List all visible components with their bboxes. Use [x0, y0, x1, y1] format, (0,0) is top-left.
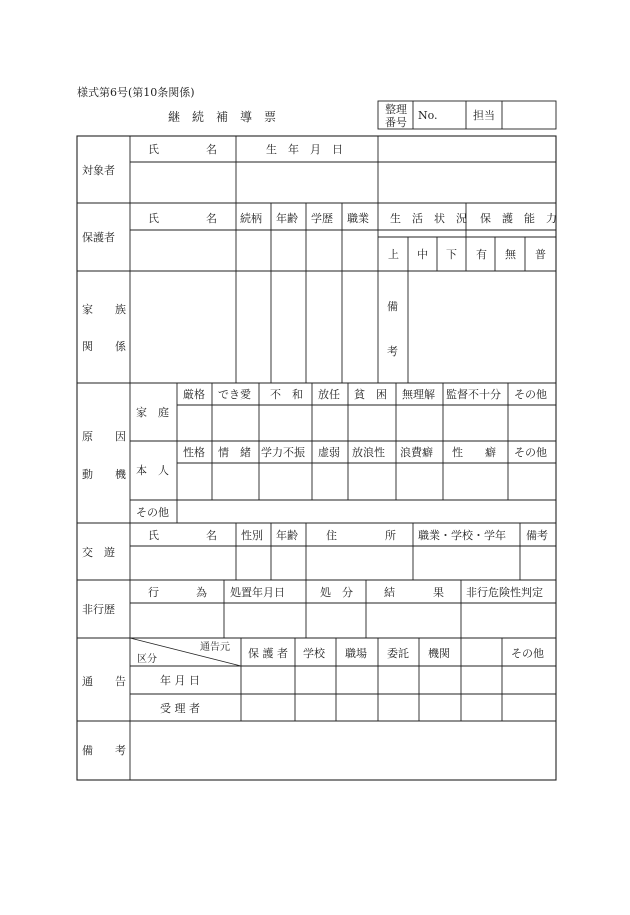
form-title: 継 続 補 導 票	[168, 110, 277, 124]
hikoreki-section	[82, 580, 556, 638]
katei-item-sonota: その他	[514, 388, 547, 401]
taishosha-label: 対象者	[82, 164, 115, 177]
hogosha-name-1: 氏	[148, 212, 159, 225]
form-number: 様式第6号(第10条関係)	[77, 86, 195, 99]
hogosha-gakureki: 学歴	[311, 212, 333, 225]
seiri-bango-box	[378, 101, 556, 129]
kazoku-label-2: 関 係	[82, 340, 126, 353]
koyu-biko: 備考	[526, 529, 548, 542]
katei-item-murikai: 無理解	[402, 388, 435, 401]
taishosha-birth: 生 年 月 日	[266, 143, 343, 156]
honnin-item-horo: 放浪性	[352, 446, 385, 459]
hogosha-shokugyo: 職業	[347, 212, 369, 225]
noryoku-yu[interactable]: 有	[476, 248, 487, 261]
hikoreki-koi-1: 行	[148, 586, 159, 599]
seikatsu-ge[interactable]: 下	[446, 248, 457, 261]
hikoreki-shobun: 処 分	[320, 586, 353, 599]
genin-section	[82, 383, 556, 523]
koyu-label: 交 遊	[82, 546, 115, 559]
kazoku-biko-1: 備	[387, 300, 398, 313]
genin-honnin: 本 人	[136, 464, 169, 477]
genin-label-1: 原 因	[82, 430, 126, 443]
koyu-jusho-1: 住	[326, 529, 337, 542]
taishosha-section	[82, 136, 556, 203]
tsukoku-item-kikan: 機関	[428, 647, 450, 660]
katei-item-hinkon: 貧 困	[354, 388, 387, 401]
kazoku-label-1: 家 族	[82, 303, 126, 316]
hikoreki-kiken: 非行危険性判定	[466, 586, 543, 599]
honnin-item-seiheki: 性 癖	[452, 446, 496, 459]
katei-item-honin: 放任	[318, 388, 340, 401]
honnin-item-sonota: その他	[514, 446, 547, 459]
tsukoku-item-gakko: 学校	[303, 647, 325, 660]
koyu-jusho-2: 所	[385, 529, 396, 542]
tsukoku-label: 通 告	[82, 675, 126, 688]
hogosha-section	[82, 203, 557, 271]
hogosha-seikatsu: 生 活 状 況	[390, 212, 467, 225]
seikatsu-chu[interactable]: 中	[417, 248, 428, 261]
honnin-item-kyojaku: 虚弱	[318, 446, 340, 459]
biko-label: 備 考	[82, 744, 126, 757]
koyu-name-2: 名	[206, 529, 217, 542]
taishosha-name-2: 名	[206, 143, 217, 156]
tanto-field[interactable]	[504, 103, 554, 127]
tsukoku-item-hogosha: 保 護 者	[248, 647, 288, 660]
seikatsu-jo[interactable]: 上	[388, 248, 399, 261]
taishosha-name-field[interactable]	[132, 164, 234, 201]
koyu-name-1: 氏	[148, 529, 159, 542]
noryoku-fu[interactable]: 普	[535, 248, 546, 261]
genin-sonota: その他	[136, 506, 169, 519]
biko-field[interactable]	[132, 723, 554, 778]
honnin-item-gakuryoku: 学力不振	[261, 446, 305, 459]
hogosha-label: 保護者	[82, 231, 115, 244]
tsukoku-tsukokumoto: 通告元	[200, 642, 230, 653]
hikoreki-kekka-1: 結	[384, 586, 395, 599]
taishosha-name-1: 氏	[148, 143, 159, 156]
genin-label-2: 動 機	[82, 468, 126, 481]
hogosha-noryoku: 保 護 能 力	[480, 212, 557, 225]
tsukoku-kubun: 区分	[137, 654, 157, 665]
hikoreki-koi-2: 為	[196, 586, 207, 599]
no-label: No.	[418, 109, 438, 122]
kazoku-biko-2: 考	[387, 345, 398, 358]
tsukoku-item-shokuba: 職場	[345, 647, 367, 660]
koyu-shokugyo: 職業・学校・学年	[418, 529, 506, 542]
taishosha-birth-field[interactable]	[238, 164, 376, 201]
seiri-number-field[interactable]	[438, 103, 464, 127]
honnin-item-jocho: 情 緒	[218, 446, 251, 459]
kazoku-section	[82, 271, 554, 383]
tsukoku-juri: 受 理 者	[160, 702, 200, 715]
honnin-item-seikaku: 性格	[183, 446, 205, 459]
tsukoku-item-sonota: その他	[511, 647, 544, 660]
genin-sonota-field[interactable]	[179, 502, 554, 521]
katei-item-kantoku: 監督不十分	[446, 388, 501, 401]
hikoreki-kekka-2: 果	[433, 586, 444, 599]
tsukoku-item-itaku: 委託	[387, 647, 409, 660]
koyu-section	[82, 523, 556, 580]
genin-katei: 家 庭	[136, 406, 169, 419]
biko-section	[82, 723, 554, 778]
seiri-label-1: 整理	[385, 103, 407, 116]
noryoku-mu[interactable]: 無	[505, 248, 516, 261]
hogosha-nenrei: 年齢	[276, 212, 298, 225]
tsukoku-nengappi: 年 月 日	[160, 674, 200, 687]
honnin-item-rohi: 浪費癖	[400, 446, 433, 459]
koyu-nenrei: 年齢	[276, 529, 298, 542]
tsukoku-section	[82, 638, 556, 721]
hogosha-name-2: 名	[206, 212, 217, 225]
kazoku-biko-field[interactable]	[410, 273, 554, 381]
seiri-label-2: 番号	[385, 116, 407, 129]
hikoreki-shochi: 処置年月日	[230, 586, 285, 599]
hikoreki-label: 非行歴	[82, 603, 115, 616]
katei-item-genkaku: 厳格	[183, 388, 205, 401]
hogosha-zokugara: 続柄	[240, 212, 262, 225]
tanto-label: 担当	[473, 109, 495, 122]
koyu-seibetsu: 性別	[241, 529, 263, 542]
katei-item-fuwa: 不 和	[270, 388, 303, 401]
katei-item-dekiai: でき愛	[218, 388, 251, 401]
